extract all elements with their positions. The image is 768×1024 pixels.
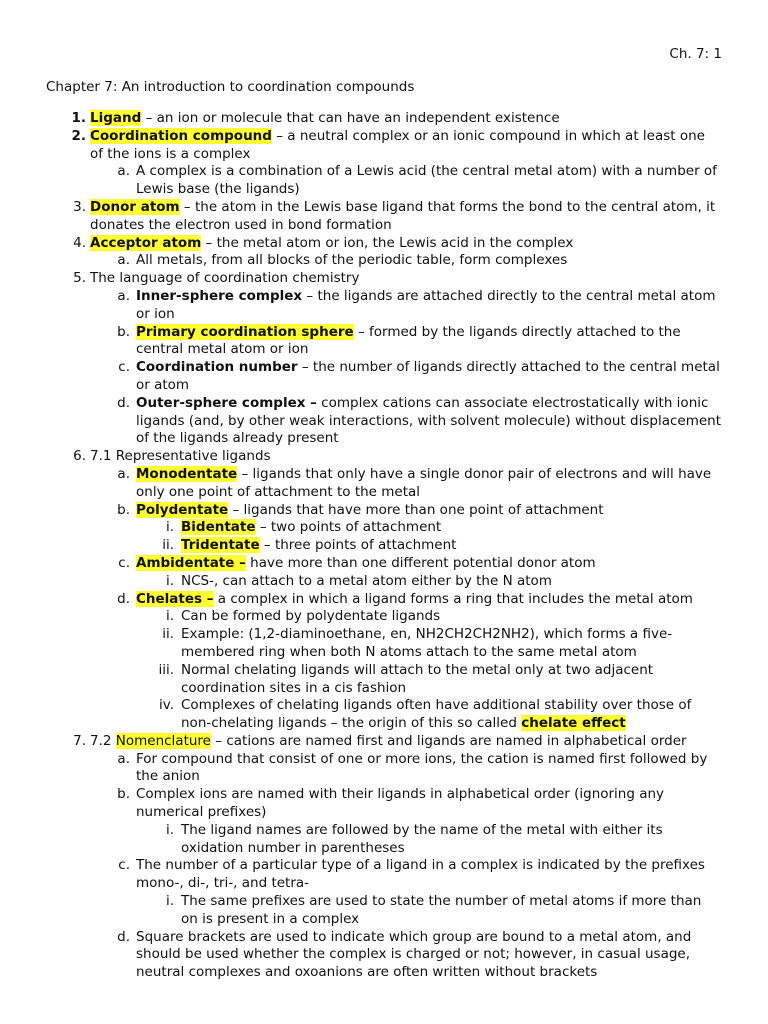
outline-item <box>46 573 722 591</box>
list-marker: a. <box>117 750 130 767</box>
list-marker: b. <box>117 501 130 518</box>
list-marker: 5. <box>73 270 86 287</box>
item-term: Tridentate <box>181 537 260 554</box>
item-text: The ligand names are followed by the name of the metal with either its oxidation number in parentheses <box>181 821 663 856</box>
list-marker: c. <box>118 554 130 571</box>
outline-item <box>46 591 722 609</box>
outline-list <box>46 110 722 982</box>
outline-item <box>46 395 722 448</box>
item-text: – a neutral complex or an ionic compound in which at least one of the ions is a complex <box>90 127 705 162</box>
outline-item <box>46 235 722 253</box>
item-text: – the number of ligands directly attached to the central metal or atom <box>136 359 720 393</box>
outline-item <box>46 270 722 288</box>
item-text: have more than one different potential donor atom <box>245 554 596 571</box>
item-term: Ligand <box>90 110 142 126</box>
item-text: Example: (1,2-diaminoethane, en, NH2CH2CH2NH2), which forms a five-membered ring when both N atoms attach to the same metal atom <box>181 626 673 660</box>
item-prefix: 7.2 <box>90 732 116 749</box>
item-text: – an ion or molecule that can have an independent existence <box>141 110 560 126</box>
item-highlight-term: chelate effect <box>521 715 626 732</box>
item-text: – three points of attachment <box>259 537 457 554</box>
item-term: Polydentate <box>136 501 229 518</box>
list-marker: 7. <box>73 732 86 749</box>
outline-item <box>46 537 722 555</box>
outline-item <box>46 608 722 626</box>
item-term: Acceptor atom <box>90 234 202 251</box>
list-marker: i. <box>165 821 174 838</box>
page-header: Ch. 7: 1 <box>669 46 722 62</box>
list-marker: b. <box>117 786 130 803</box>
list-marker: d. <box>117 928 130 945</box>
list-marker: d. <box>117 590 130 607</box>
item-term: Coordination number <box>136 359 298 376</box>
item-text: – the atom in the Lewis base ligand that forms the bond to the central atom, it donates the electron used in bond formation <box>90 198 716 233</box>
item-text: All metals, from all blocks of the periodic table, form complexes <box>136 252 568 269</box>
outline-item <box>46 324 722 360</box>
outline-item <box>46 359 722 395</box>
item-text: – the metal atom or ion, the Lewis acid in the complex <box>201 234 574 251</box>
item-text: NCS-, can attach to a metal atom either by the N atom <box>181 572 552 589</box>
item-text: The number of a particular type of a ligand in a complex is indicated by the prefixes mono-, di-, tri-, and tetra- <box>136 857 705 892</box>
item-text: Square brackets are used to indicate which group are bound to a metal atom, and should be used whether the complex is charged or not; however, in casual usage, neutral complexes and oxoanions are often written without brackets <box>136 928 692 981</box>
list-marker: i. <box>165 572 174 589</box>
list-marker: ii. <box>162 537 174 554</box>
outline-item <box>46 448 722 466</box>
item-text: For compound that consist of one or more ions, the cation is named first followed by the anion <box>136 750 708 785</box>
outline-item <box>46 786 722 822</box>
item-text: – ligands that only have a single donor pair of electrons and will have only one point of attachment to the metal <box>136 465 712 500</box>
item-text: – two points of attachment <box>255 519 442 536</box>
item-text: Complex ions are named with their ligands in alphabetical order (ignoring any numerical prefixes) <box>136 786 665 821</box>
item-text: The same prefixes are used to state the number of metal atoms if more than on is present in a complex <box>181 893 702 927</box>
outline-item <box>46 751 722 787</box>
list-marker: iii. <box>158 661 174 678</box>
item-text: a complex in which a ligand forms a ring that includes the metal atom <box>213 590 693 607</box>
item-text: complex cations can associate electrostatically with ionic ligands (and, by other weak interactions, with solvent molecule) without displacement of the ligands already present <box>136 394 721 447</box>
outline-item <box>46 466 722 502</box>
list-marker: i. <box>165 519 174 536</box>
item-text: Complexes of chelating ligands often have additional stability over those of non-chelating ligands – the origin of this so called <box>181 697 692 732</box>
list-marker: a. <box>117 163 130 180</box>
list-marker: 4. <box>73 234 86 251</box>
outline-item <box>46 626 722 662</box>
item-text: – cations are named first and ligands are named in alphabetical order <box>211 732 687 749</box>
list-marker: a. <box>117 287 130 304</box>
item-term: Inner-sphere complex <box>136 287 303 304</box>
outline-item <box>46 288 722 324</box>
item-term: Chelates – <box>136 590 214 607</box>
outline-item <box>46 163 722 199</box>
list-marker: 6. <box>73 448 86 465</box>
list-marker: 2. <box>71 127 86 144</box>
item-text: – the ligands are attached directly to the central metal atom or ion <box>136 287 716 322</box>
outline-item <box>46 252 722 270</box>
item-text: Normal chelating ligands will attach to the metal only at two adjacent coordination sites in a cis fashion <box>181 661 654 696</box>
outline-item <box>46 697 722 733</box>
outline-item <box>46 857 722 893</box>
item-text: – formed by the ligands directly attached to the central metal atom or ion <box>136 323 681 358</box>
list-marker: a. <box>117 252 130 269</box>
item-term: Ambidentate – <box>136 554 246 571</box>
list-marker: 3. <box>73 198 86 215</box>
item-text: 7.1 Representative ligands <box>90 448 271 465</box>
list-marker: d. <box>117 394 130 411</box>
list-marker: i. <box>165 893 174 910</box>
item-term: Primary coordination sphere <box>136 323 354 340</box>
outline-item <box>46 929 722 982</box>
outline-item <box>46 555 722 573</box>
outline-item <box>46 110 722 128</box>
outline-item <box>46 662 722 698</box>
item-text: The language of coordination chemistry <box>90 270 360 287</box>
outline-item <box>46 128 722 164</box>
item-text: – ligands that have more than one point of attachment <box>228 501 604 518</box>
item-term: Nomenclature <box>115 732 211 749</box>
item-term: Donor atom <box>90 198 180 215</box>
list-marker: a. <box>117 465 130 482</box>
list-marker: ii. <box>162 626 174 643</box>
list-marker: c. <box>118 359 130 376</box>
list-marker: b. <box>117 323 130 340</box>
list-marker: 1. <box>71 110 86 126</box>
item-text: A complex is a combination of a Lewis acid (the central metal atom) with a number of Lewis base (the ligands) <box>136 163 717 198</box>
chapter-title: Chapter 7: An introduction to coordination compounds <box>46 79 415 95</box>
item-term: Monodentate <box>136 465 238 482</box>
outline-item <box>46 893 722 929</box>
outline-item <box>46 519 722 537</box>
outline-item <box>46 733 722 751</box>
item-term: Coordination compound <box>90 127 272 144</box>
list-marker: c. <box>118 857 130 874</box>
item-term: Outer-sphere complex – <box>136 394 317 411</box>
item-term: Bidentate <box>181 519 256 536</box>
outline-item <box>46 822 722 858</box>
list-marker: i. <box>165 608 174 625</box>
item-text: Can be formed by polydentate ligands <box>181 608 441 625</box>
outline-item <box>46 199 722 235</box>
outline-item <box>46 502 722 520</box>
list-marker: iv. <box>159 697 174 714</box>
